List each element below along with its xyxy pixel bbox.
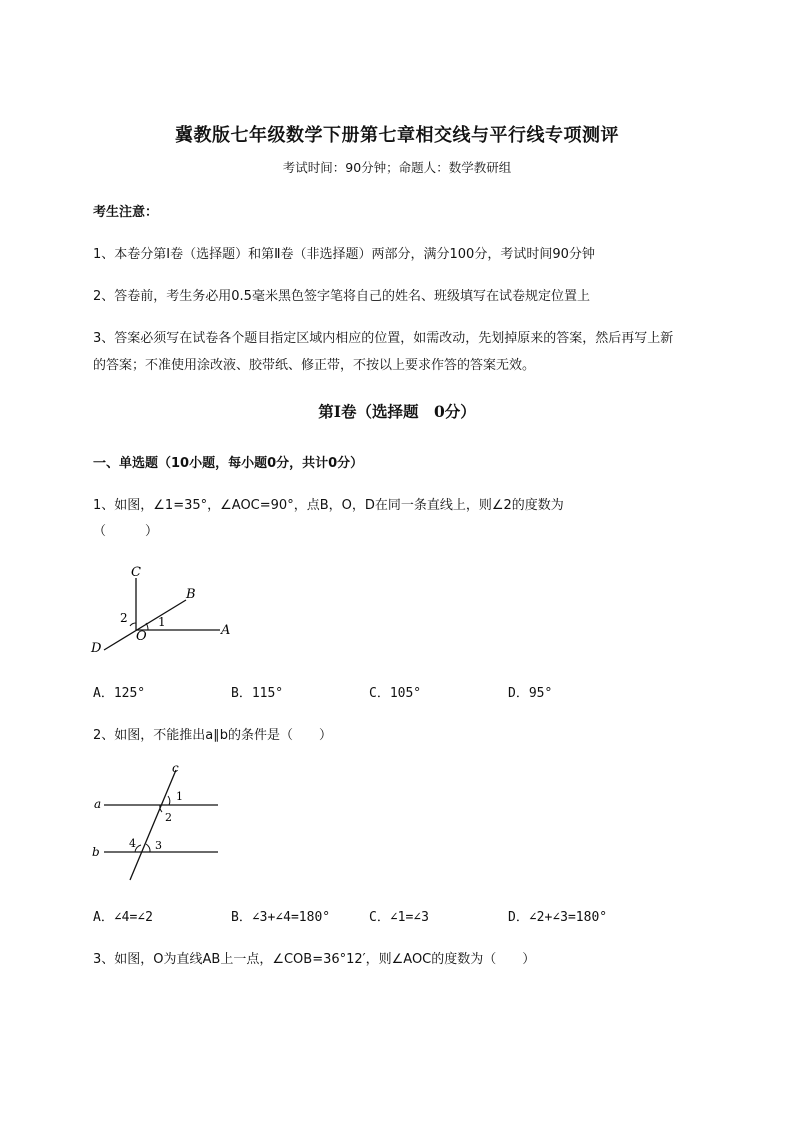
label-q2-c: c — [172, 761, 179, 775]
label-q2-a: a — [94, 797, 102, 811]
angle-arc-q2-3 — [146, 844, 150, 852]
label-b: B — [186, 587, 196, 602]
page-title: 冀教版七年级数学下册第七章相交线与平行线专项测评 — [175, 125, 619, 146]
question-2-option-d[interactable]: D．∠2+∠3=180° — [508, 910, 608, 925]
question-2-option-a[interactable]: A．∠4=∠2 — [93, 910, 153, 925]
label-o: O — [136, 629, 147, 644]
question-1-option-c[interactable]: C．105° — [369, 686, 422, 701]
question-2-options — [93, 906, 713, 926]
page-subtitle: 考试时间：90分钟；命题人：数学教研组 — [282, 160, 512, 175]
line-c — [130, 770, 176, 880]
label-q2-1: 1 — [176, 790, 183, 803]
angle-arc-2 — [130, 623, 136, 626]
notice-item-1: 1、本卷分第I卷（选择题）和第Ⅱ卷（非选择题）两部分，满分100分，考试时间90分钟 — [93, 247, 595, 262]
question-1-options — [93, 682, 713, 702]
question-1-stem-cont: （ ） — [93, 524, 159, 539]
question-2-stem: 2、如图，不能推出a∥b的条件是（ ） — [93, 728, 332, 743]
notice-item-2: 2、答卷前，考生务必用0.5毫米黑色签字笔将自己的姓名、班级填写在试卷规定位置上 — [93, 289, 590, 304]
part-heading: 一、单选题（10小题，每小题0分，共计0分） — [93, 456, 364, 471]
question-3-stem: 3、如图，O为直线AB上一点，∠COB=36°12′，则∠AOC的度数为（ ） — [93, 952, 536, 967]
label-c: C — [131, 565, 141, 580]
question-2-option-c[interactable]: C．∠1=∠3 — [369, 910, 429, 925]
question-1-option-b[interactable]: B．115° — [231, 686, 284, 701]
question-2-figure — [88, 760, 228, 886]
notice-item-3-cont: 的答案；不准使用涂改液、胶带纸、修正带，不按以上要求作答的答案无效。 — [93, 358, 536, 373]
question-1-stem: 1、如图，∠1=35°，∠AOC=90°，点B，O，D在同一条直线上，则∠2的度数为 — [93, 498, 564, 513]
label-a: A — [221, 623, 231, 638]
label-q2-2: 2 — [165, 811, 172, 824]
question-1-option-a[interactable]: A．125° — [93, 686, 146, 701]
question-1-option-d[interactable]: D．95° — [508, 686, 553, 701]
question-2-option-b[interactable]: B．∠3+∠4=180° — [231, 910, 331, 925]
label-angle-1: 1 — [158, 615, 166, 629]
label-q2-4: 4 — [129, 837, 136, 850]
label-q2-3: 3 — [155, 839, 162, 852]
label-angle-2: 2 — [120, 611, 128, 625]
section-title: 第I卷（选择题 0分） — [318, 402, 476, 421]
angle-arc-q2-1 — [168, 796, 170, 805]
label-d: D — [91, 641, 102, 656]
label-q2-b: b — [92, 845, 100, 859]
notice-heading: 考生注意： — [93, 205, 159, 220]
notice-item-3: 3、答案必须写在试卷各个题目指定区域内相应的位置，如需改动，先划掉原来的答案，然后再写上新 — [93, 331, 674, 346]
question-1-figure — [88, 560, 248, 660]
